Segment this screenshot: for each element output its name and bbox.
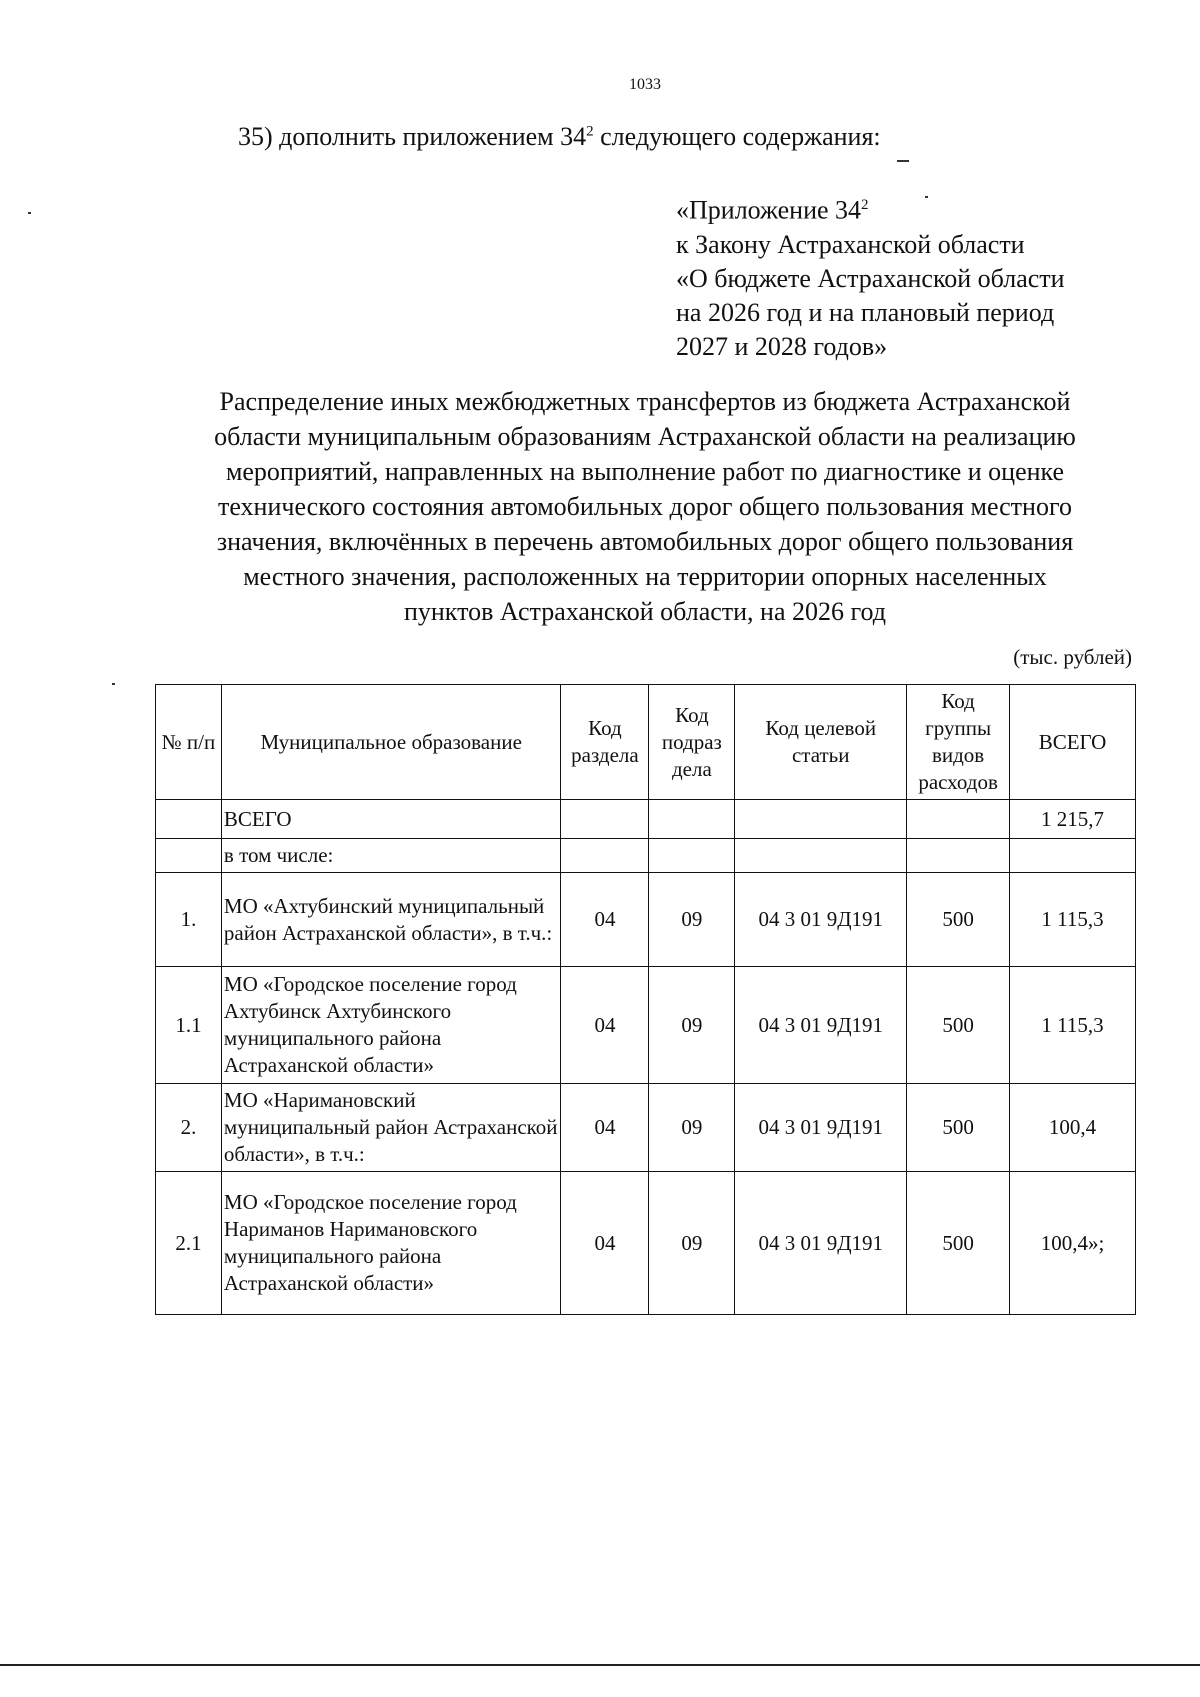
cell-name: в том числе: bbox=[221, 839, 561, 873]
table-row bbox=[156, 967, 1136, 1084]
transfers-table bbox=[155, 684, 1136, 1315]
cell-total bbox=[1010, 839, 1136, 873]
annex-line-3: «О бюджете Астраханской области bbox=[676, 263, 1065, 293]
title-line: местного значения, расположенных на территории опорных населенных bbox=[243, 562, 1047, 591]
intro-text: 35) дополнить приложением 34 bbox=[238, 122, 587, 151]
document-title bbox=[160, 384, 1130, 629]
bottom-rule bbox=[0, 1664, 1200, 1666]
cell-total: 100,4»; bbox=[1010, 1172, 1136, 1315]
cell-name: МО «Ахтубинский муниципальный район Астраханской области», в т.ч.: bbox=[221, 873, 561, 967]
page-number: 1033 bbox=[629, 76, 661, 93]
cell-num: 1.1 bbox=[156, 967, 222, 1084]
table-row bbox=[156, 1084, 1136, 1172]
title-line: области муниципальным образованиям Астраханской области на реализацию bbox=[214, 422, 1076, 451]
header-target: Код целевой статьи bbox=[735, 685, 907, 800]
cell-target: 04 3 01 9Д191 bbox=[735, 967, 907, 1084]
cell-group: 500 bbox=[907, 1084, 1010, 1172]
cell-num: 2. bbox=[156, 1084, 222, 1172]
cell-target bbox=[735, 800, 907, 839]
cell-subsection: 09 bbox=[649, 873, 735, 967]
cell-group: 500 bbox=[907, 1172, 1010, 1315]
title-line: значения, включённых в перечень автомобильных дорог общего пользования bbox=[216, 527, 1074, 556]
intro-text-after: следующего содержания: bbox=[593, 122, 881, 151]
title-line: Распределение иных межбюджетных трансфертов из бюджета Астраханской bbox=[219, 387, 1071, 416]
cell-section: 04 bbox=[561, 1172, 649, 1315]
header-num: № п/п bbox=[156, 685, 222, 800]
annex-line-5: 2027 и 2028 годов» bbox=[676, 331, 888, 361]
scan-artifact bbox=[112, 683, 115, 685]
cell-name: МО «Городское поселение город Ахтубинск Ахтубинского муниципального района Астраханской области» bbox=[221, 967, 561, 1084]
cell-num bbox=[156, 839, 222, 873]
cell-group bbox=[907, 800, 1010, 839]
cell-subsection: 09 bbox=[649, 967, 735, 1084]
title-line: технического состояния автомобильных дорог общего пользования местного bbox=[218, 492, 1072, 521]
cell-name: МО «Городское поселение город Нариманов Наримановского муниципального района Астраханской области» bbox=[221, 1172, 561, 1315]
cell-subsection: 09 bbox=[649, 1172, 735, 1315]
cell-target: 04 3 01 9Д191 bbox=[735, 1084, 907, 1172]
header-expense-group: Код группы видов расходов bbox=[907, 685, 1010, 800]
cell-section bbox=[561, 800, 649, 839]
table-header-row bbox=[156, 685, 1136, 800]
annex-header bbox=[676, 188, 1065, 364]
cell-subsection bbox=[649, 800, 735, 839]
cell-group bbox=[907, 839, 1010, 873]
cell-section bbox=[561, 839, 649, 873]
annex-line-1: «Приложение $34^2$ bbox=[676, 195, 869, 225]
header-section: Код раздела bbox=[561, 685, 649, 800]
cell-total: 100,4 bbox=[1010, 1084, 1136, 1172]
cell-total: 1 215,7 bbox=[1010, 800, 1136, 839]
cell-group: 500 bbox=[907, 967, 1010, 1084]
intro-superscript: 2 bbox=[586, 123, 594, 140]
scan-artifact bbox=[925, 196, 928, 198]
table-row bbox=[156, 800, 1136, 839]
table-row bbox=[156, 1172, 1136, 1315]
cell-num: 2.1 bbox=[156, 1172, 222, 1315]
cell-target: 04 3 01 9Д191 bbox=[735, 1172, 907, 1315]
annex-superscript: 2 bbox=[861, 197, 869, 213]
amendment-intro bbox=[238, 122, 881, 152]
cell-num bbox=[156, 800, 222, 839]
cell-name: МО «Наримановский муниципальный район Астраханской области», в т.ч.: bbox=[221, 1084, 561, 1172]
scan-artifact bbox=[28, 212, 31, 214]
header-subsection: Код подраз дела bbox=[649, 685, 735, 800]
cell-total: 1 115,3 bbox=[1010, 873, 1136, 967]
cell-name: ВСЕГО bbox=[221, 800, 561, 839]
table-row bbox=[156, 839, 1136, 873]
header-total: ВСЕГО bbox=[1010, 685, 1136, 800]
header-municipality: Муниципальное образование bbox=[221, 685, 561, 800]
annex-line-2: к Закону Астраханской области bbox=[676, 229, 1025, 259]
title-line: мероприятий, направленных на выполнение работ по диагностике и оценке bbox=[225, 457, 1065, 486]
cell-target: 04 3 01 9Д191 bbox=[735, 873, 907, 967]
cell-section: 04 bbox=[561, 873, 649, 967]
table-row bbox=[156, 873, 1136, 967]
title-line: пунктов Астраханской области, на 2026 год bbox=[403, 597, 887, 626]
cell-group: 500 bbox=[907, 873, 1010, 967]
cell-section: 04 bbox=[561, 1084, 649, 1172]
units-label: (тыс. рублей) bbox=[1013, 645, 1132, 669]
cell-num: 1. bbox=[156, 873, 222, 967]
cell-subsection: 09 bbox=[649, 1084, 735, 1172]
scan-artifact bbox=[897, 160, 909, 162]
cell-subsection bbox=[649, 839, 735, 873]
cell-total: 1 115,3 bbox=[1010, 967, 1136, 1084]
annex-line-4: на 2026 год и на плановый период bbox=[676, 297, 1055, 327]
cell-target bbox=[735, 839, 907, 873]
cell-section: 04 bbox=[561, 967, 649, 1084]
